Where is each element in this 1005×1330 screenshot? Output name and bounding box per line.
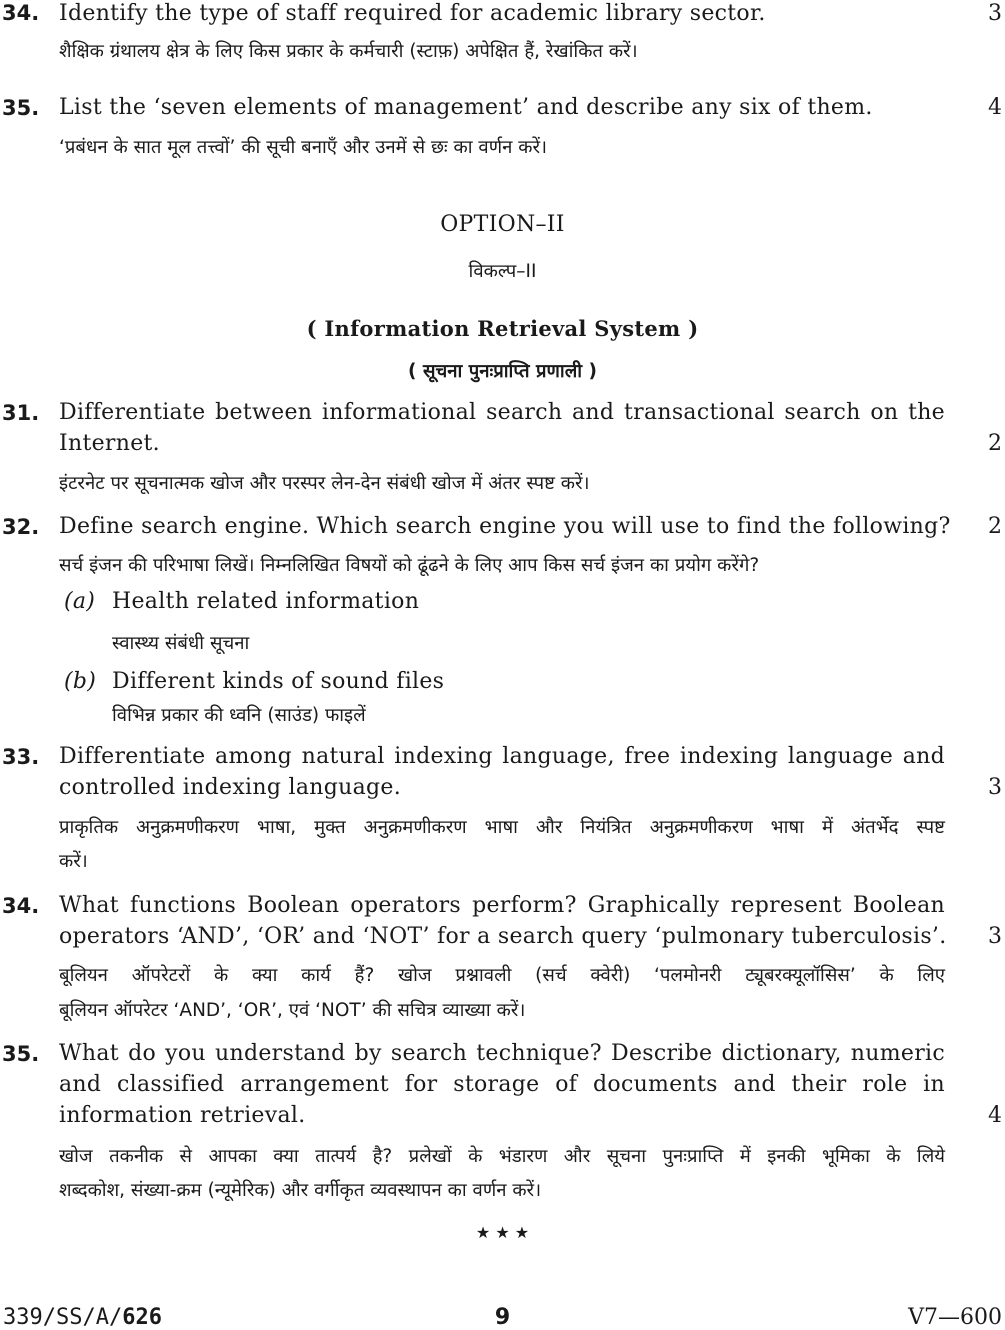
question-marks: 3 <box>988 775 1002 800</box>
question-number: 33. <box>2 745 40 769</box>
question-text: Differentiate among natural indexing language, free indexing language and <box>59 744 945 769</box>
question-text: Differentiate between informational search and transactional search on the <box>59 400 945 425</box>
question-text: List the ‘seven elements of management’ and describe any six of them. <box>59 95 873 120</box>
question-text-hindi: शब्दकोश, संख्या-क्रम (न्यूमेरिक) और वर्गीकृत व्यवस्थापन का वर्णन करें। <box>59 1180 542 1201</box>
part-text: Different kinds of sound files <box>112 669 445 694</box>
question-number: 31. <box>2 401 40 425</box>
question-text-hindi: बूलियन ऑपरेटरों के क्या कार्य हैं? खोज प्रश्नावली (सर्च क्वेरी) ‘पलमोनरी ट्यूबरक्यूलॉसिस’ के लिए <box>59 965 945 986</box>
part-text-hindi: स्वास्थ्य संबंधी सूचना <box>112 633 250 654</box>
part-label: (a) <box>64 589 96 614</box>
question-text: and classified arrangement for storage of documents and their role in <box>59 1072 945 1097</box>
subject-title-hindi: ( सूचना पुनःप्राप्ति प्रणाली ) <box>408 361 597 382</box>
part-text: Health related information <box>112 589 420 614</box>
part-text-hindi: विभिन्न प्रकार की ध्वनि (साउंड) फाइलें <box>112 705 366 726</box>
question-text: controlled indexing language. <box>59 775 401 800</box>
question-marks: 2 <box>988 431 1002 456</box>
question-number: 35. <box>2 96 40 120</box>
question-text: What functions Boolean operators perform? Graphically represent Boolean <box>59 893 945 918</box>
question-text-hindi: प्राकृतिक अनुक्रमणीकरण भाषा, मुक्त अनुक्रमणीकरण भाषा और नियंत्रित अनुक्रमणीकरण भाषा में अंतर्भेद स्पष्ट <box>59 817 945 838</box>
question-number: 34. <box>2 1 40 25</box>
question-marks: 3 <box>988 1 1002 26</box>
question-number: 35. <box>2 1042 40 1066</box>
question-number: 34. <box>2 894 40 918</box>
question-number: 32. <box>2 515 40 539</box>
question-text-hindi: बूलियन ऑपरेटर ‘AND’, ‘OR’, एवं ‘NOT’ की सचित्र व्याख्या करें। <box>59 1000 526 1021</box>
option-title-hindi: विकल्प–II <box>468 261 537 282</box>
question-text: Define search engine. Which search engine you will use to find the following? <box>59 514 951 539</box>
question-text: Identify the type of staff required for academic library sector. <box>59 1 766 26</box>
question-text: information retrieval. <box>59 1103 306 1128</box>
question-text: What do you understand by search technique? Describe dictionary, numeric <box>59 1041 945 1066</box>
question-text-hindi: खोज तकनीक से आपका क्या तात्पर्य है? प्रलेखों के भंडारण और सूचना पुनःप्राप्ति में इनकी भूमिका के लिये <box>59 1146 945 1167</box>
question-marks: 3 <box>988 924 1002 949</box>
question-marks: 4 <box>988 95 1002 120</box>
question-marks: 4 <box>988 1103 1002 1128</box>
page-number: 9 <box>494 1305 511 1330</box>
option-title: OPTION–II <box>440 212 565 237</box>
question-text-hindi: इंटरनेट पर सूचनात्मक खोज और परस्पर लेन-देन संबंधी खोज में अंतर स्पष्ट करें। <box>59 473 590 494</box>
end-stars: ★ ★ ★ <box>475 1223 530 1242</box>
question-text-hindi: ‘प्रबंधन के सात मूल तत्त्वों’ की सूची बनाएँ और उनमें से छः का वर्णन करें। <box>59 137 548 158</box>
version-code: V7—600 <box>908 1305 1002 1330</box>
question-text-hindi: करें। <box>59 851 88 872</box>
part-label: (b) <box>64 669 97 694</box>
question-text: Internet. <box>59 431 160 456</box>
question-text-hindi: शैक्षिक ग्रंथालय क्षेत्र के लिए किस प्रकार के कर्मचारी (स्टाफ़) अपेक्षित हैं, रेखांकित करें। <box>59 41 638 62</box>
question-text-hindi: सर्च इंजन की परिभाषा लिखें। निम्नलिखित विषयों को ढूंढने के लिए आप किस सर्च इंजन का प्रयोग करेंगे? <box>59 555 760 576</box>
subject-title: ( Information Retrieval System ) <box>306 316 699 341</box>
question-text: operators ‘AND’, ‘OR’ and ‘NOT’ for a search query ‘pulmonary tuberculosis’. <box>59 924 947 949</box>
paper-code-number: 626 <box>122 1305 162 1330</box>
paper-code-prefix: 339/SS/A/ <box>3 1305 123 1330</box>
question-marks: 2 <box>988 514 1002 539</box>
